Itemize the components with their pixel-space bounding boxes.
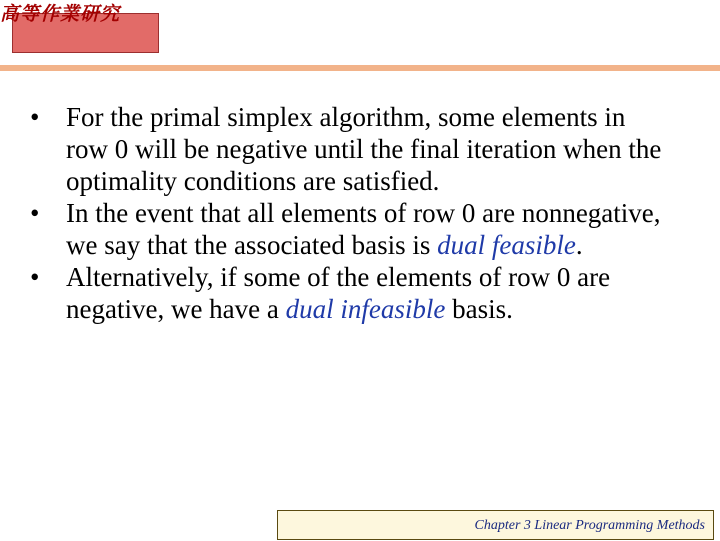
bullet-dot-icon: • [30, 262, 40, 292]
bullet-list [30, 101, 670, 325]
header-divider [0, 65, 720, 71]
bullet-text-end: . [575, 230, 583, 260]
bullet-text: For the primal simplex algorithm, some elements in row 0 will be negative until the final iteration when the optimality conditions are satisfied. [66, 102, 662, 196]
page-title: 高等作業研究 [0, 3, 121, 25]
bullet-item-3 [30, 261, 670, 325]
bullet-dot-icon: • [30, 198, 40, 228]
footer-chapter-label: Chapter 3 Linear Programming Methods [277, 510, 714, 540]
bullet-text: In the event that all elements of row 0 are nonnegative, we say that the associated basis is [66, 198, 661, 260]
bullet-dot-icon: • [30, 102, 40, 132]
bullet-item-2 [30, 197, 670, 261]
bullet-text-end: basis. [445, 294, 513, 324]
emphasis-term: dual infeasible [285, 294, 446, 324]
bullet-text: Alternatively, if some of the elements of row 0 are negative, we have a [66, 262, 611, 324]
emphasis-term: dual feasible [437, 230, 576, 260]
bullet-item-1 [30, 101, 670, 197]
